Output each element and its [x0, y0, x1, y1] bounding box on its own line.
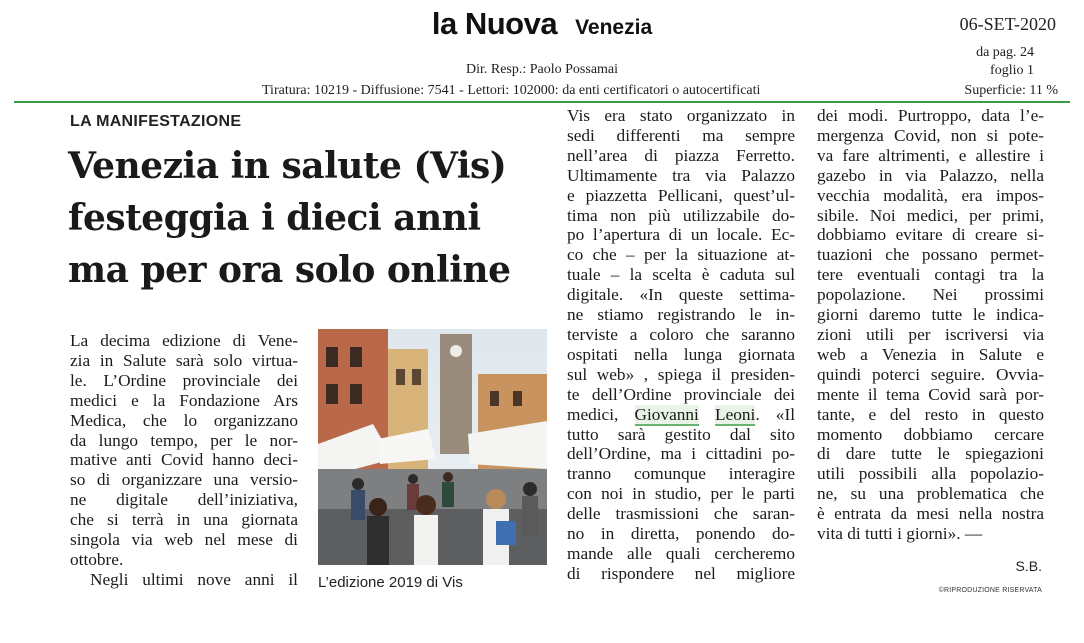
text-line: mergenza Covid, non si pote-	[817, 125, 1044, 145]
sheet-number: foglio 1	[990, 63, 1034, 78]
text-line-with-name	[567, 405, 795, 425]
highlighted-last-name: Leoni	[715, 404, 756, 424]
text-line: singola via web nel mese di	[70, 530, 298, 550]
headline-line: festeggia i dieci anni	[68, 197, 481, 239]
text-line: popolazione. Nei prossimi	[817, 285, 1044, 305]
headline-line: Venezia in salute (Vis)	[68, 145, 507, 187]
text-line: tima non più utilizzabile do-	[567, 205, 795, 225]
article-column-1	[70, 331, 298, 590]
text-line: da lungo tempo, per le nor-	[70, 430, 298, 450]
text-line: dobbiamo evitare di creare si-	[817, 225, 1044, 245]
publication-date: 06-SET-2020	[959, 14, 1056, 34]
photo-caption: L’edizione 2019 di Vis	[318, 574, 463, 591]
text-line: tutto sarà gestito dal sito	[567, 424, 795, 444]
copyright-notice: ©RIPRODUZIONE RISERVATA	[938, 587, 1042, 594]
text-line: no in diretta, ponendo do-	[567, 524, 795, 544]
text-line: e piazzetta Pellicani, quest’ul-	[567, 185, 795, 205]
text-line: ne, su una problematica che	[817, 484, 1044, 504]
text-line: vita di tutti i giorni». —	[817, 524, 983, 544]
text-line: zia in Salute sarà solo virtua-	[70, 350, 298, 370]
text-line: che si terrà in una giornata	[70, 510, 298, 530]
text-line: ne stiamo registrando le in-	[567, 305, 795, 325]
headline-line: ma per ora solo online	[68, 249, 511, 291]
text-line: vecchia modalità, era impos-	[817, 185, 1044, 205]
text-line: utili possibili alla popolazio-	[817, 464, 1044, 484]
masthead-brand: la Nuova	[431, 6, 558, 41]
text-line: mente il tema Covid sarà por-	[817, 384, 1044, 404]
text-line: tuazioni che possano permet-	[817, 245, 1044, 265]
director-line: Dir. Resp.: Paolo Possamai	[465, 62, 619, 77]
header-rule	[14, 101, 1070, 103]
text-line: La decima edizione di Vene-	[70, 331, 298, 350]
text-line: ne digitale dell’iniziativa,	[70, 490, 298, 510]
text-line: sul web» , spiega il presiden-	[567, 364, 795, 384]
event-photo-illustration	[318, 329, 547, 565]
surface-percentage: Superficie: 11 %	[964, 83, 1058, 98]
text-line: po l’apertura di un locale. Ec-	[567, 225, 795, 245]
text-line: Vis era stato organizzato in	[567, 106, 795, 125]
name-suffix: . «Il	[755, 404, 796, 424]
article-column-2	[567, 106, 795, 584]
masthead-edition: Venezia	[575, 16, 653, 39]
text-line: Medica, che lo organizzano	[70, 410, 298, 430]
text-line: terviste a coloro che saranno	[567, 324, 795, 344]
text-line: Negli ultimi nove anni il	[90, 569, 298, 589]
text-line: ottobre.	[70, 549, 124, 569]
text-line: sibile. Noi medici, per primi,	[817, 205, 1044, 225]
text-line: tranno comunque interagire	[567, 464, 795, 484]
text-line: Ultimamente tra via Palazzo	[567, 165, 795, 185]
text-line: di dare tutte le spiegazioni	[817, 444, 1044, 464]
text-line: te dell’Ordine provinciale dei	[567, 384, 795, 404]
text-line: gazebo in via Palazzo, nella	[817, 165, 1044, 185]
author-signature: S.B.	[1015, 558, 1042, 574]
text-line: nell’area di piazza Ferretto.	[567, 145, 795, 165]
text-line: sedi differenti ma sempre	[567, 125, 795, 145]
text-line: medici e la Fondazione Ars	[70, 390, 298, 410]
text-line: quindi poterci seguire. Ovvia-	[817, 364, 1044, 384]
text-line: co che – per la situazione at-	[567, 245, 795, 265]
text-line: di rispondere nel migliore	[567, 563, 795, 583]
circulation-line: Tiratura: 10219 - Diffusione: 7541 - Lettori: 102000: da enti certificatori o autocertificati	[262, 83, 761, 98]
article-kicker: LA MANIFESTAZIONE	[70, 113, 242, 130]
text-line: delle trasmissioni che saran-	[567, 504, 795, 524]
text-line: zioni utili per iscriversi via	[817, 324, 1044, 344]
text-line: momento dobbiamo cercare	[817, 424, 1044, 444]
text-line: digitale. «In queste settima-	[567, 285, 795, 305]
event-photo	[318, 329, 547, 565]
highlighted-first-name: Giovanni	[634, 404, 699, 424]
text-line: è entrata da mesi nella nostra	[817, 504, 1044, 524]
article-column-3	[817, 106, 1044, 544]
text-line: tuale – la scelta è caduta sul	[567, 265, 795, 285]
text-line: so di organizzare una versio-	[70, 470, 298, 490]
text-line: ospitati nella lunga giornata	[567, 344, 795, 364]
text-line: mande alle quali cercheremo	[567, 543, 795, 563]
article-headline	[68, 140, 548, 296]
text-line: dei modi. Purtroppo, data l’e-	[817, 106, 1044, 125]
text-line: dell’Ordine, ma i cittadini po-	[567, 444, 795, 464]
text-line: web a Venezia in Salute e	[817, 344, 1044, 364]
page-reference: da pag. 24	[976, 45, 1034, 60]
text-line: con noi in studio, per le parti	[567, 484, 795, 504]
name-prefix: medici,	[567, 404, 635, 424]
text-line: tante, e del resto in questo	[817, 404, 1044, 424]
text-line: le. L’Ordine provinciale dei	[70, 370, 298, 390]
text-line: mative anti Covid hanno deci-	[70, 450, 298, 470]
masthead	[0, 6, 1084, 42]
text-line: tere eventuali contagi tra la	[817, 265, 1044, 285]
text-line: va fare altrimenti, e allestire i	[817, 145, 1044, 165]
text-line: giorni daremo tutte le indica-	[817, 305, 1044, 325]
